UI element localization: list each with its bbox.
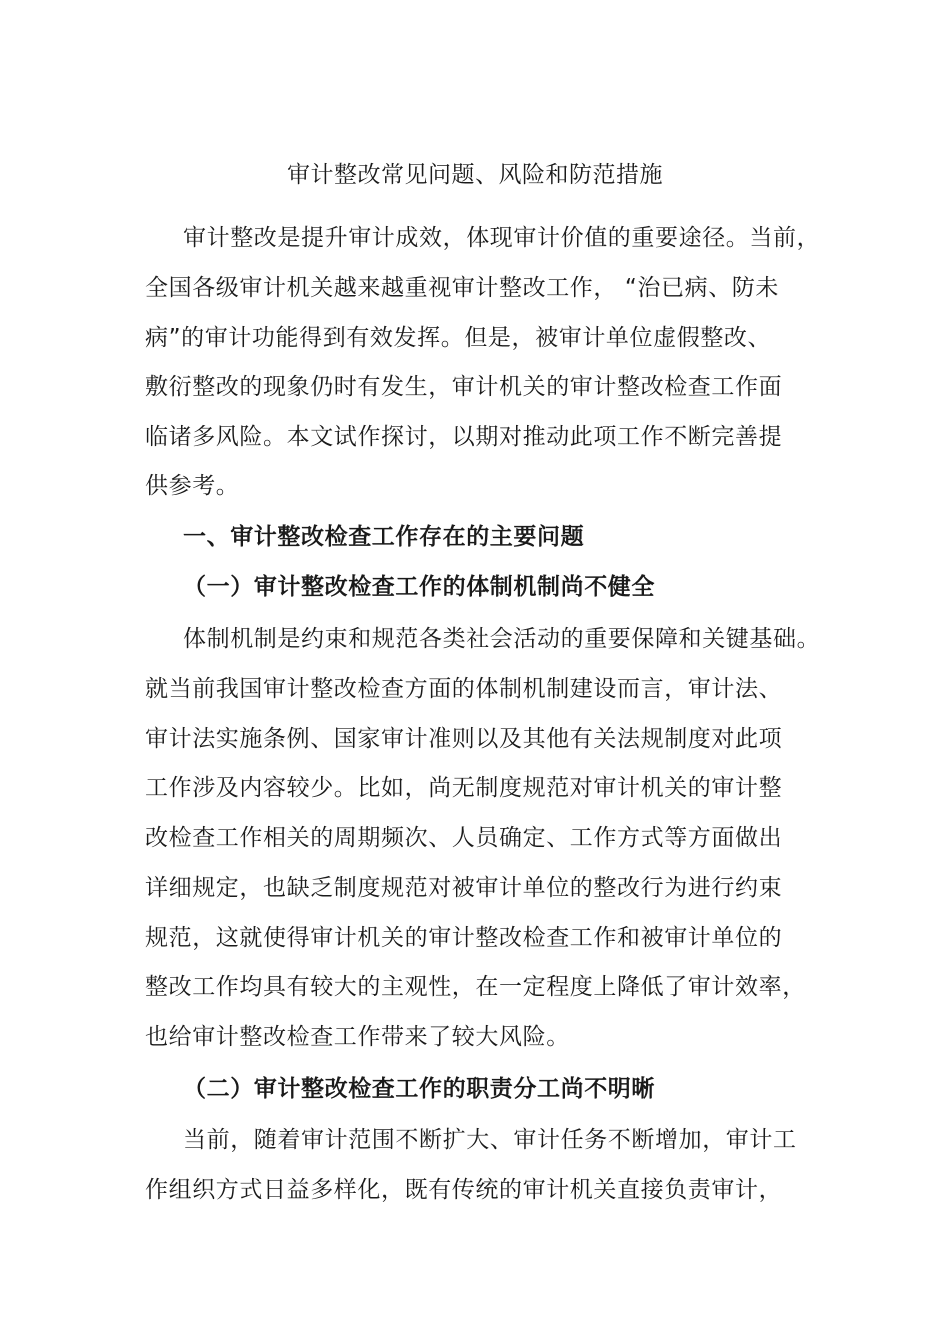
paragraph-line: 详细规定，也缺乏制度规范对被审计单位的整改行为进行约束: [145, 875, 783, 901]
paragraph-line: 作组织方式日益多样化，既有传统的审计机关直接负责审计，: [145, 1177, 783, 1203]
subsection-heading: （二）审计整改检查工作的职责分工尚不明晰: [183, 1076, 655, 1102]
paragraph-line: 改检查工作相关的周期频次、人员确定、工作方式等方面做出: [145, 825, 783, 851]
paragraph-line: 当前，随着审计范围不断扩大、审计任务不断增加，审计工: [183, 1127, 797, 1153]
paragraph-line: 规范，这就使得审计机关的审计整改检查工作和被审计单位的: [145, 925, 783, 951]
paragraph-line: 全国各级审计机关越来越重视审计整改工作， “治已病、防未: [145, 275, 780, 301]
paragraph-line: 体制机制是约束和规范各类社会活动的重要保障和关键基础。: [183, 626, 821, 652]
document-title: 审计整改常见问题、风险和防范措施: [287, 162, 663, 188]
subsection-heading: （一）审计整改检查工作的体制机制尚不健全: [183, 574, 655, 600]
paragraph-line: 就当前我国审计整改检查方面的体制机制建设而言，审计法、: [145, 676, 783, 702]
paragraph-line: 也给审计整改检查工作带来了较大风险。: [145, 1024, 570, 1050]
paragraph-line: 审计法实施条例、国家审计准则以及其他有关法规制度对此项: [145, 726, 783, 752]
paragraph-line: 工作涉及内容较少。比如，尚无制度规范对审计机关的审计整: [145, 775, 783, 801]
paragraph-line: 整改工作均具有较大的主观性，在一定程度上降低了审计效率，: [145, 974, 806, 1000]
paragraph-line: 审计整改是提升审计成效，体现审计价值的重要途径。当前，: [183, 225, 821, 251]
section-heading: 一、审计整改检查工作存在的主要问题: [183, 524, 585, 550]
paragraph-line: 供参考。: [145, 473, 240, 499]
paragraph-line: 敷衍整改的现象仍时有发生，审计机关的审计整改检查工作面: [145, 374, 783, 400]
paragraph-line: 病”的审计功能得到有效发挥。但是，被审计单位虚假整改、: [145, 325, 772, 351]
paragraph-line: 临诸多风险。本文试作探讨，以期对推动此项工作不断完善提: [145, 424, 783, 450]
